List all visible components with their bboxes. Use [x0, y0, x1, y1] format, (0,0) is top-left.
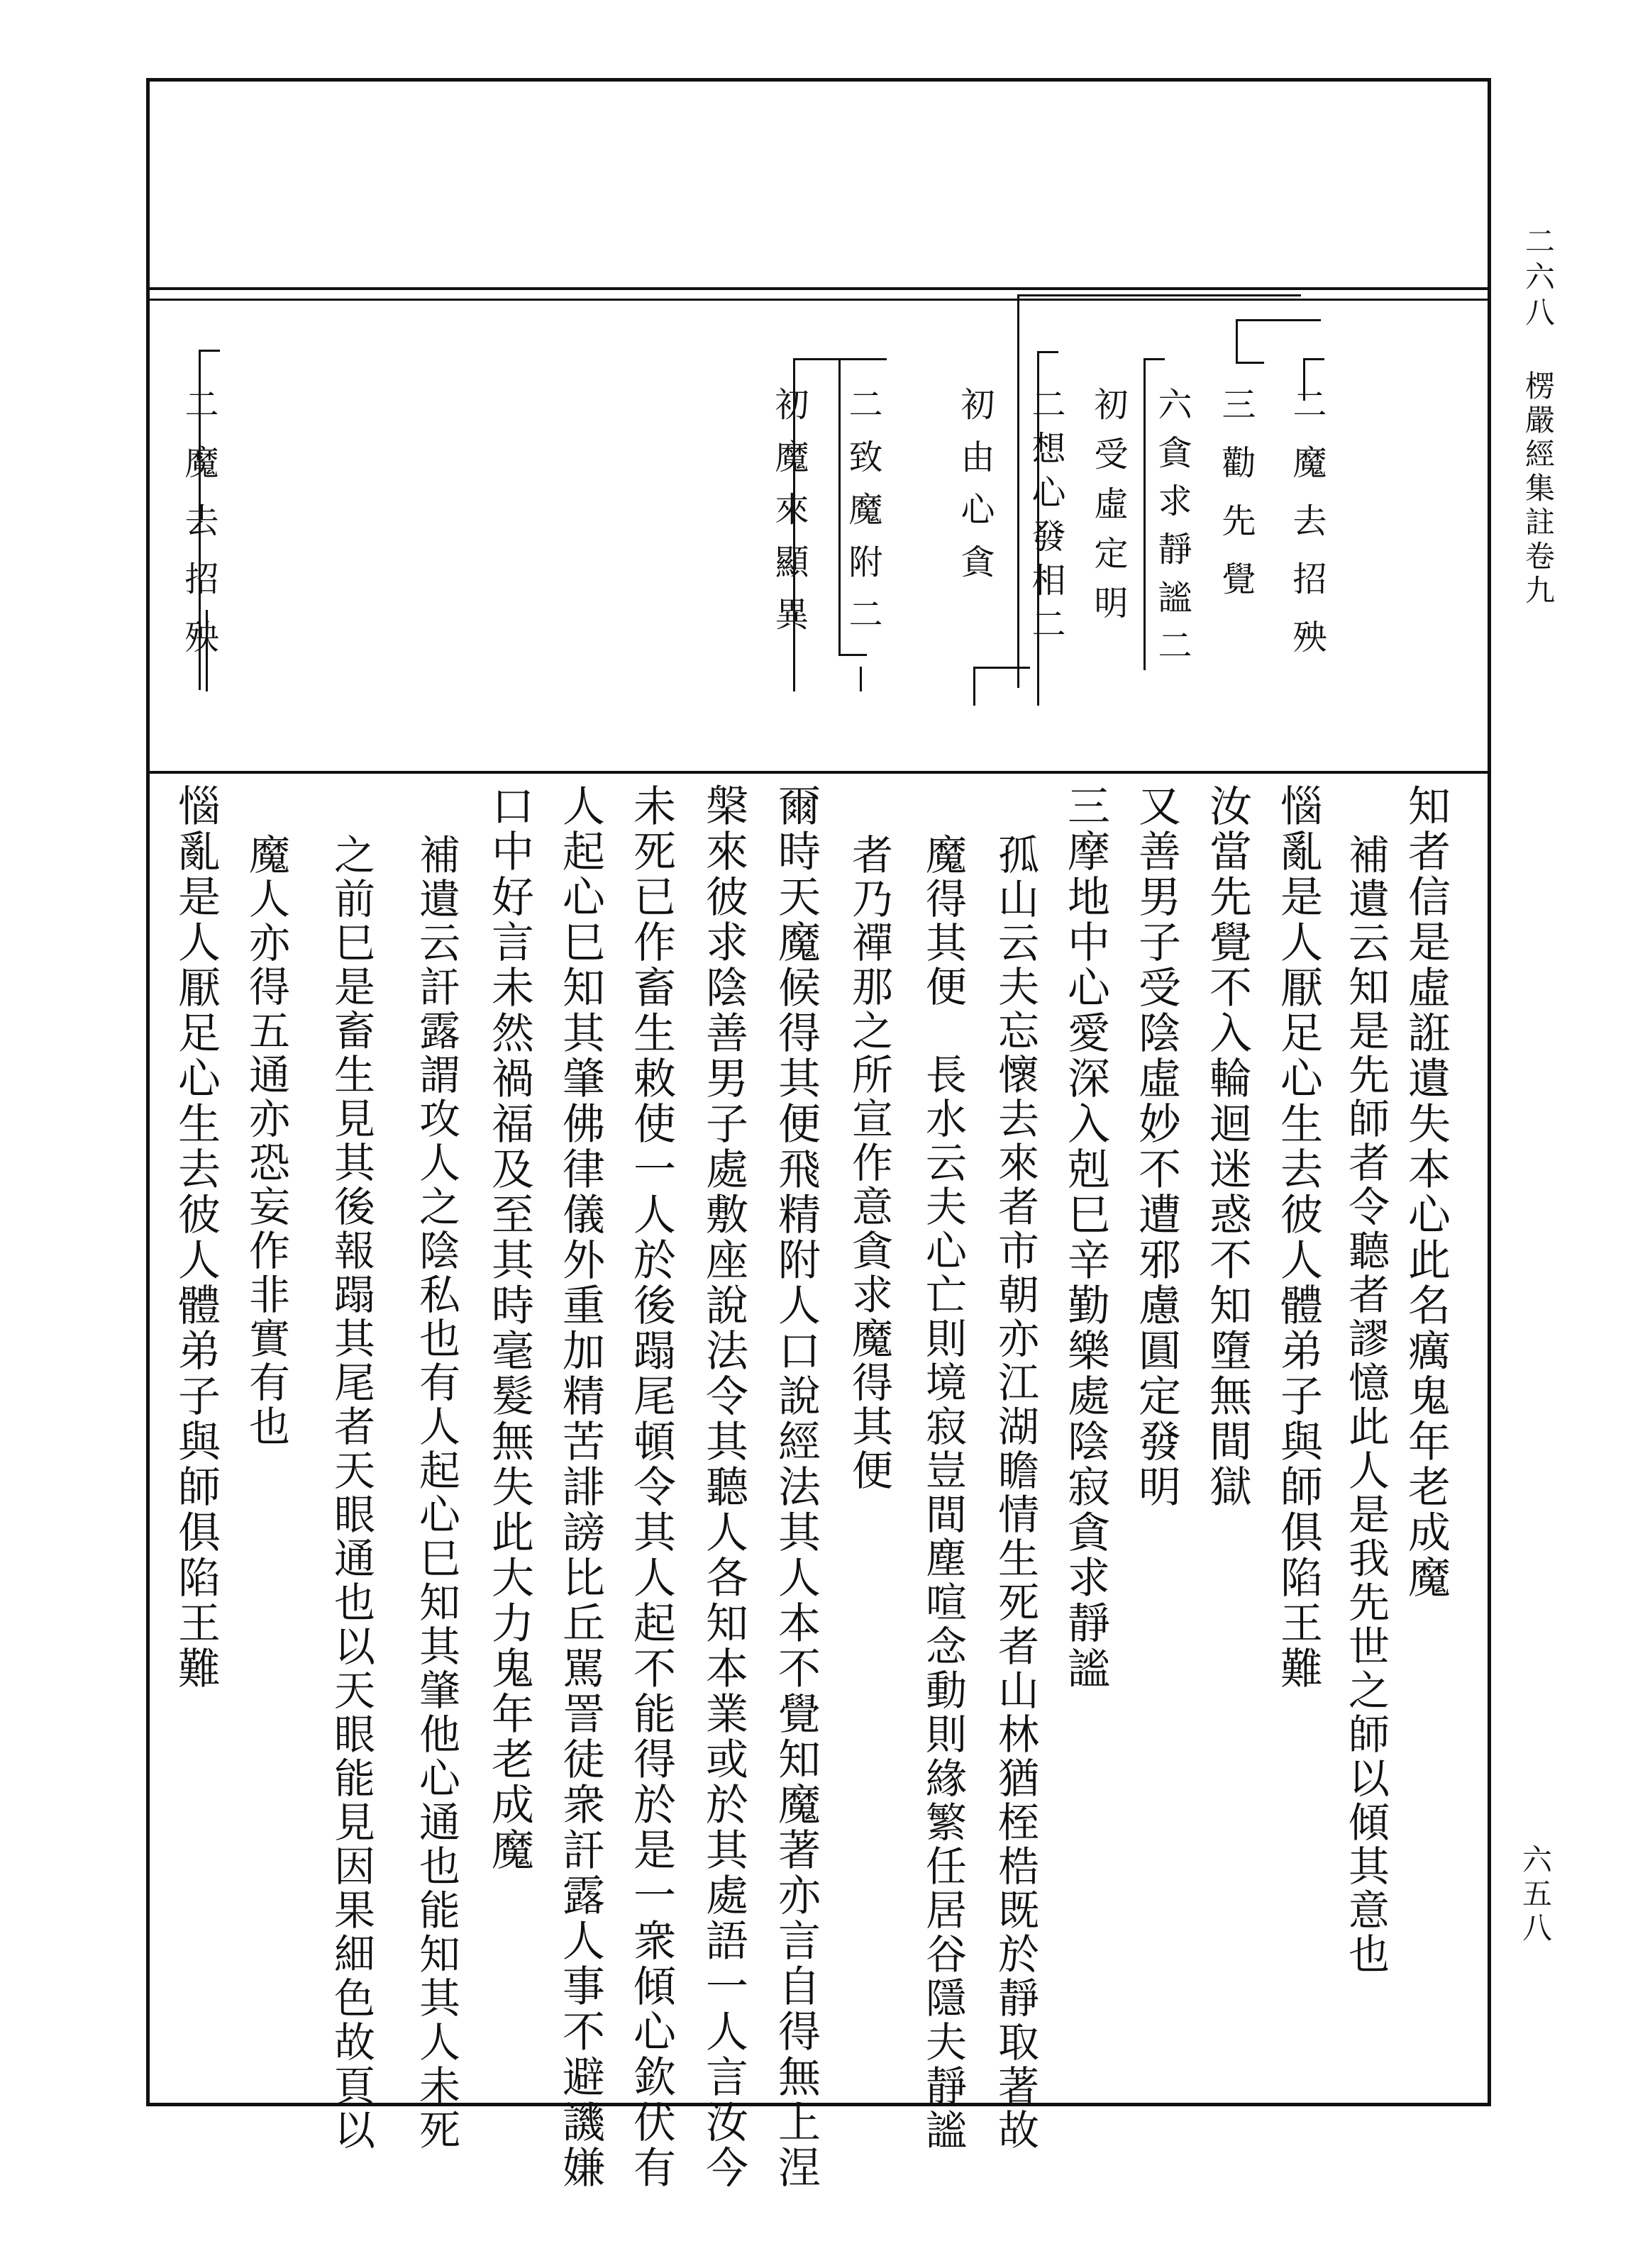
- outline-heading-8: 初魔來顯異: [769, 387, 809, 649]
- text-column-13: 人起心巳知其肇佛律儀外重加精苦誹謗比丘駡詈徒衆訐露人事不避譏嫌: [555, 784, 605, 2191]
- outline-heading-4: 初受虛定明: [1088, 387, 1128, 635]
- text-column-16: 之前巳是畜生見其後報蹋其尾者天眼通也以天眼能見因果細色故頁以: [327, 833, 375, 2152]
- text-column-14: 口中好言未然禍福及至其時毫髮無失此大力鬼年老成魔: [484, 784, 534, 1873]
- text-column-12: 未死已作畜生敕使一人於後蹋尾頓令其人起不能得於是一衆傾心欽伏有: [626, 784, 676, 2191]
- top-divider-line: [150, 287, 1488, 290]
- outline-heading-1: 二魔去招殃: [1287, 387, 1327, 677]
- outline-text-divider: [150, 771, 1488, 774]
- text-column-15: 補遺云訐露謂攻人之陰私也有人起心巳知其肇他心通也能知其人未死: [412, 833, 460, 2152]
- book-title: 楞嚴經集註卷九: [1521, 370, 1556, 608]
- outline-heading-9: 二魔去招殃: [179, 387, 218, 677]
- second-divider-line: [150, 299, 1488, 301]
- text-column-10: 爾時天魔候得其便飛精附人口說經法其人本不覺知魔著亦言自得無上涅: [771, 784, 821, 2191]
- text-column-1: 知者信是虛誑遺失本心此名癘鬼年老成魔: [1401, 784, 1451, 1601]
- outline-heading-2: 三勸先覺: [1216, 387, 1256, 619]
- text-column-18: 惱亂是人厭足心生去彼人體弟子與師俱陷王難: [171, 784, 221, 1691]
- text-column-7: 孤山云夫忘懷去來者市朝亦江湖瞻情生死者山林猶桎梏既於靜取著故: [991, 833, 1039, 2152]
- text-column-4: 汝當先覺不入輪迴迷惑不知墮無間獄: [1202, 784, 1252, 1510]
- text-column-9: 者乃禪那之所宣作意貪求魔得其便: [845, 833, 893, 1493]
- text-column-2: 補遺云知是先師者令聽者謬憶此人是我先世之師以傾其意也: [1341, 833, 1390, 1977]
- text-column-3: 惱亂是人厭足心生去彼人體弟子與師俱陷王難: [1273, 784, 1323, 1691]
- outline-heading-7: 二致魔附二: [843, 387, 882, 649]
- text-column-6: 三摩地中心愛深入剋巳辛勤樂處陰寂貪求靜謐: [1061, 784, 1110, 1691]
- outline-heading-6: 初由心貪: [955, 387, 995, 596]
- text-column-5: 又善男子受陰虛妙不遭邪慮圓定發明: [1131, 784, 1181, 1510]
- text-column-8: 魔得其便 長水云夫心亡則境寂豈間塵喧念動則緣繁任居谷隱夫靜謐: [919, 833, 967, 2152]
- outline-heading-3: 六貪求靜謐二: [1152, 387, 1192, 676]
- outline-heading-5: 二想心發相二: [1026, 387, 1065, 650]
- folio-number: 六五八: [1518, 1844, 1553, 1946]
- text-column-11: 槃來彼求陰善男子處敷座說法令其聽人各知本業或於其處語一人言汝今: [699, 784, 748, 2191]
- volume-page-number: 二六八: [1521, 226, 1556, 332]
- text-column-17: 魔人亦得五通亦恐妄作非實有也: [242, 833, 290, 1449]
